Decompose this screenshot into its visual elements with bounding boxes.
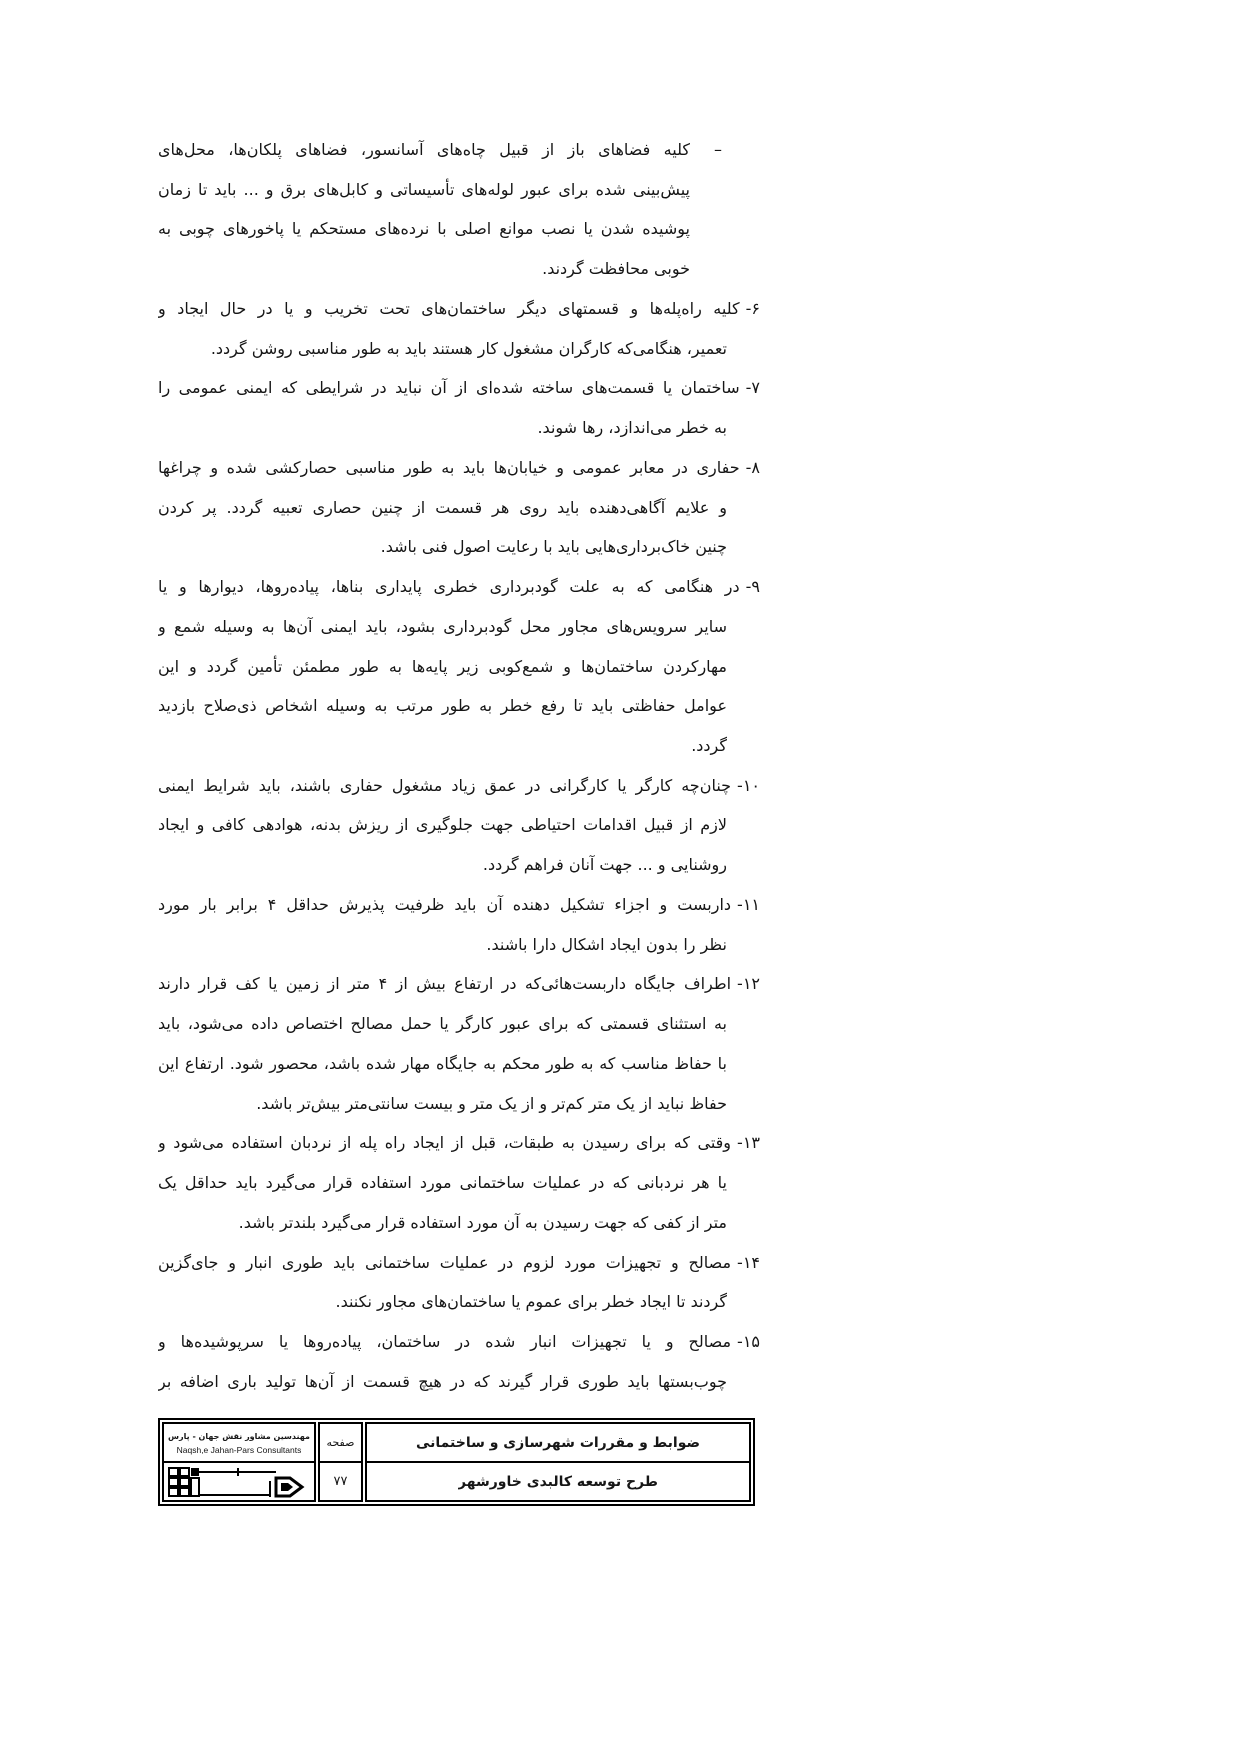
paragraph-first-line — [158, 766, 760, 806]
paragraph-line: حفاظ نباید از یک متر کم‌تر و از یک متر و بیست سانتی‌متر بیش‌تر باشد. — [256, 1093, 727, 1113]
title-bottom-row — [367, 1463, 749, 1500]
company-logo-graphic — [166, 1465, 312, 1499]
paragraph-first-line — [158, 1322, 760, 1362]
consultant-cell — [162, 1422, 316, 1502]
paragraph-line: و علایم آگاهی‌دهنده باید روی هر قسمت از چنین حصاری تعبیه گردد. پر کردن — [158, 497, 727, 517]
item-number: ۶- — [745, 298, 760, 318]
line-text: ساختمان یا قسمت‌های ساخته شده‌ای از آن نباید در شرایطی که ایمنی عمومی را — [158, 378, 740, 398]
paragraph-line: متر از کفی که جهت رسیدن به آن مورد استفاده قرار می‌گیرد بلندتر باشد. — [238, 1212, 727, 1232]
paragraph-line: یا هر نردبانی که در عملیات ساختمانی مورد استفاده قرار می‌گیرد باید حداقل یک — [158, 1173, 727, 1193]
list-item-12 — [158, 964, 760, 1123]
title-top-row — [367, 1424, 749, 1463]
item-number: ۱۲- — [737, 974, 760, 994]
body-text — [158, 130, 760, 1402]
paragraph-line: پیش‌بینی شده برای عبور لوله‌های تأسیساتی و کابل‌های برق و ... باید تا زمان — [158, 179, 690, 199]
page-label: صفحه — [326, 1436, 355, 1449]
line-text: چنان‌چه کارگر یا کارگرانی در عمق زیاد مشغول حفاری باشند، باید شرایط ایمنی — [158, 775, 732, 795]
item-number: ۱۴- — [737, 1252, 760, 1272]
list-item-7 — [158, 368, 760, 447]
paragraph-line: به استثنای قسمتی که برای عبور کارگر یا حمل مصالح اختصاص داده می‌شود، باید — [158, 1014, 727, 1034]
paragraph-line: پوشیده شدن یا نصب موانع اصلی با نرده‌های مستحکم یا پاخورهای چوبی به — [158, 219, 690, 239]
paragraph-line: چوب‌بستها باید طوری قرار گیرند که در هیچ قسمت از آن‌ها تولید باری اضافه بر — [158, 1371, 727, 1391]
line-text: مصالح و یا تجهیزات انبار شده در ساختمان، پیاده‌روها یا سرپوشیده‌ها و — [158, 1332, 732, 1352]
item-number: ۱۰- — [737, 775, 760, 795]
line-text: در هنگامی که به علت گودبرداری خطری پایداری بناها، پیاده‌روها، دیوارها و یا — [158, 577, 740, 597]
item-number: ۹- — [745, 577, 760, 597]
page-number-cell — [318, 1422, 363, 1502]
paragraph-first-line — [158, 885, 760, 925]
paragraph-first-line — [158, 964, 760, 1004]
paragraph-line: روشنایی و ... جهت آنان فراهم گردد. — [482, 855, 727, 875]
paragraph-line: عوامل حفاظتی باید تا رفع خطر به طور مرتب به وسیله اشخاص ذی‌صلاح بازدید — [158, 696, 727, 716]
paragraph-first-line — [158, 289, 760, 329]
paragraph-line: مهارکردن ساختمان‌ها و شمع‌کوبی زیر پایه‌ها به طور مطمئن تأمین گردد و این — [158, 656, 727, 676]
paragraph-first-line — [158, 1243, 760, 1283]
page-number-row — [320, 1463, 361, 1500]
line-text: داربست و اجزاء تشکیل دهنده آن باید ظرفیت پذیرش حداقل ۴ برابر بار مورد — [158, 894, 732, 914]
item-number: ۱۳- — [737, 1133, 760, 1153]
item-number: ۱۱- — [737, 894, 760, 914]
paragraph-first-line — [158, 448, 760, 488]
list-item-8 — [158, 448, 760, 567]
list-item-14 — [158, 1243, 760, 1322]
company-name-en: Naqsh,e Jahan-Pars Consultants — [176, 1444, 302, 1455]
list-item-6 — [158, 289, 760, 368]
item-number: ۸- — [745, 457, 760, 477]
page-number: ۷۷ — [333, 1474, 348, 1489]
paragraph-first-line — [158, 368, 760, 408]
page-label-row — [320, 1424, 361, 1463]
dash-marker: – — [714, 140, 722, 159]
item-number: ۷- — [745, 378, 760, 398]
paragraph-line: گردد. — [691, 736, 727, 756]
list-item-10 — [158, 766, 760, 885]
paragraph-line: به خطر می‌اندازد، رها شوند. — [537, 418, 727, 438]
regulations-title: ضوابط و مقررات شهرسازی و ساختمانی — [415, 1434, 701, 1451]
item-number: ۱۵- — [737, 1332, 760, 1352]
paragraph-line: گردند تا ایجاد خطر برای عموم یا ساختمان‌های مجاور نکنند. — [335, 1292, 727, 1312]
company-name-fa: مهندسین مشاور نقش جهان - پارس — [168, 1431, 310, 1441]
paragraph-line: تعمیر، هنگامی‌که کارگران مشغول کار هستند باید به طور مناسبی روشن گردد. — [210, 338, 727, 358]
list-item-15 — [158, 1322, 760, 1401]
line-text: مصالح و تجهیزات مورد لزوم در عملیات ساختمانی باید طوری انبار و جای‌گزین — [158, 1252, 732, 1272]
paragraph-first-line — [158, 1123, 760, 1163]
line-text: اطراف جایگاه داربست‌هائی‌که در ارتفاع بیش از ۴ متر از زمین یا کف قرار دارند — [158, 974, 732, 994]
paragraph-line: سایر سرویس‌های مجاور محل گودبرداری بشود، باید ایمنی آن‌ها به وسیله شمع و — [158, 616, 727, 636]
document-title-cell — [365, 1422, 751, 1502]
paragraph-line: با حفاظ مناسب که به طور محکم به جایگاه مهار شده باشد، محصور شود. ارتفاع این — [158, 1053, 727, 1073]
line-text: کلیه راه‌پله‌ها و قسمتهای دیگر ساختمان‌های تحت تخریب و یا در حال ایجاد و — [158, 298, 740, 318]
page-footer — [158, 1418, 755, 1506]
list-item-dash — [158, 130, 760, 289]
list-item-9 — [158, 567, 760, 766]
project-title: طرح توسعه کالبدی خاورشهر — [458, 1473, 658, 1490]
company-logo-icon — [164, 1463, 314, 1500]
paragraph-line: نظر را بدون ایجاد اشکال دارا باشند. — [486, 934, 727, 954]
paragraph-first-line — [158, 567, 760, 607]
paragraph-line: کلیه فضاهای باز از قبیل چاه‌های آسانسور، فضاهای پلکان‌ها، محل‌های — [158, 140, 690, 159]
line-text: وقتی که برای رسیدن به طبقات، قبل از ایجاد راه پله از نردبان استفاده می‌شود و — [158, 1133, 732, 1153]
paragraph-line: چنین خاک‌برداری‌هایی باید با رعایت اصول فنی باشد. — [380, 537, 727, 557]
line-text: حفاری در معابر عمومی و خیابان‌ها باید به طور مناسبی حصارکشی شده و چراغها — [158, 457, 740, 477]
paragraph-line: خوبی محافظت گردند. — [542, 259, 690, 279]
list-item-11 — [158, 885, 760, 964]
list-item-13 — [158, 1123, 760, 1242]
paragraph-line: لازم از قبیل اقدامات احتیاطی جهت جلوگیری از ریزش بدنه، هوادهی کافی و ایجاد — [158, 815, 727, 835]
consultant-name-block — [164, 1424, 314, 1463]
